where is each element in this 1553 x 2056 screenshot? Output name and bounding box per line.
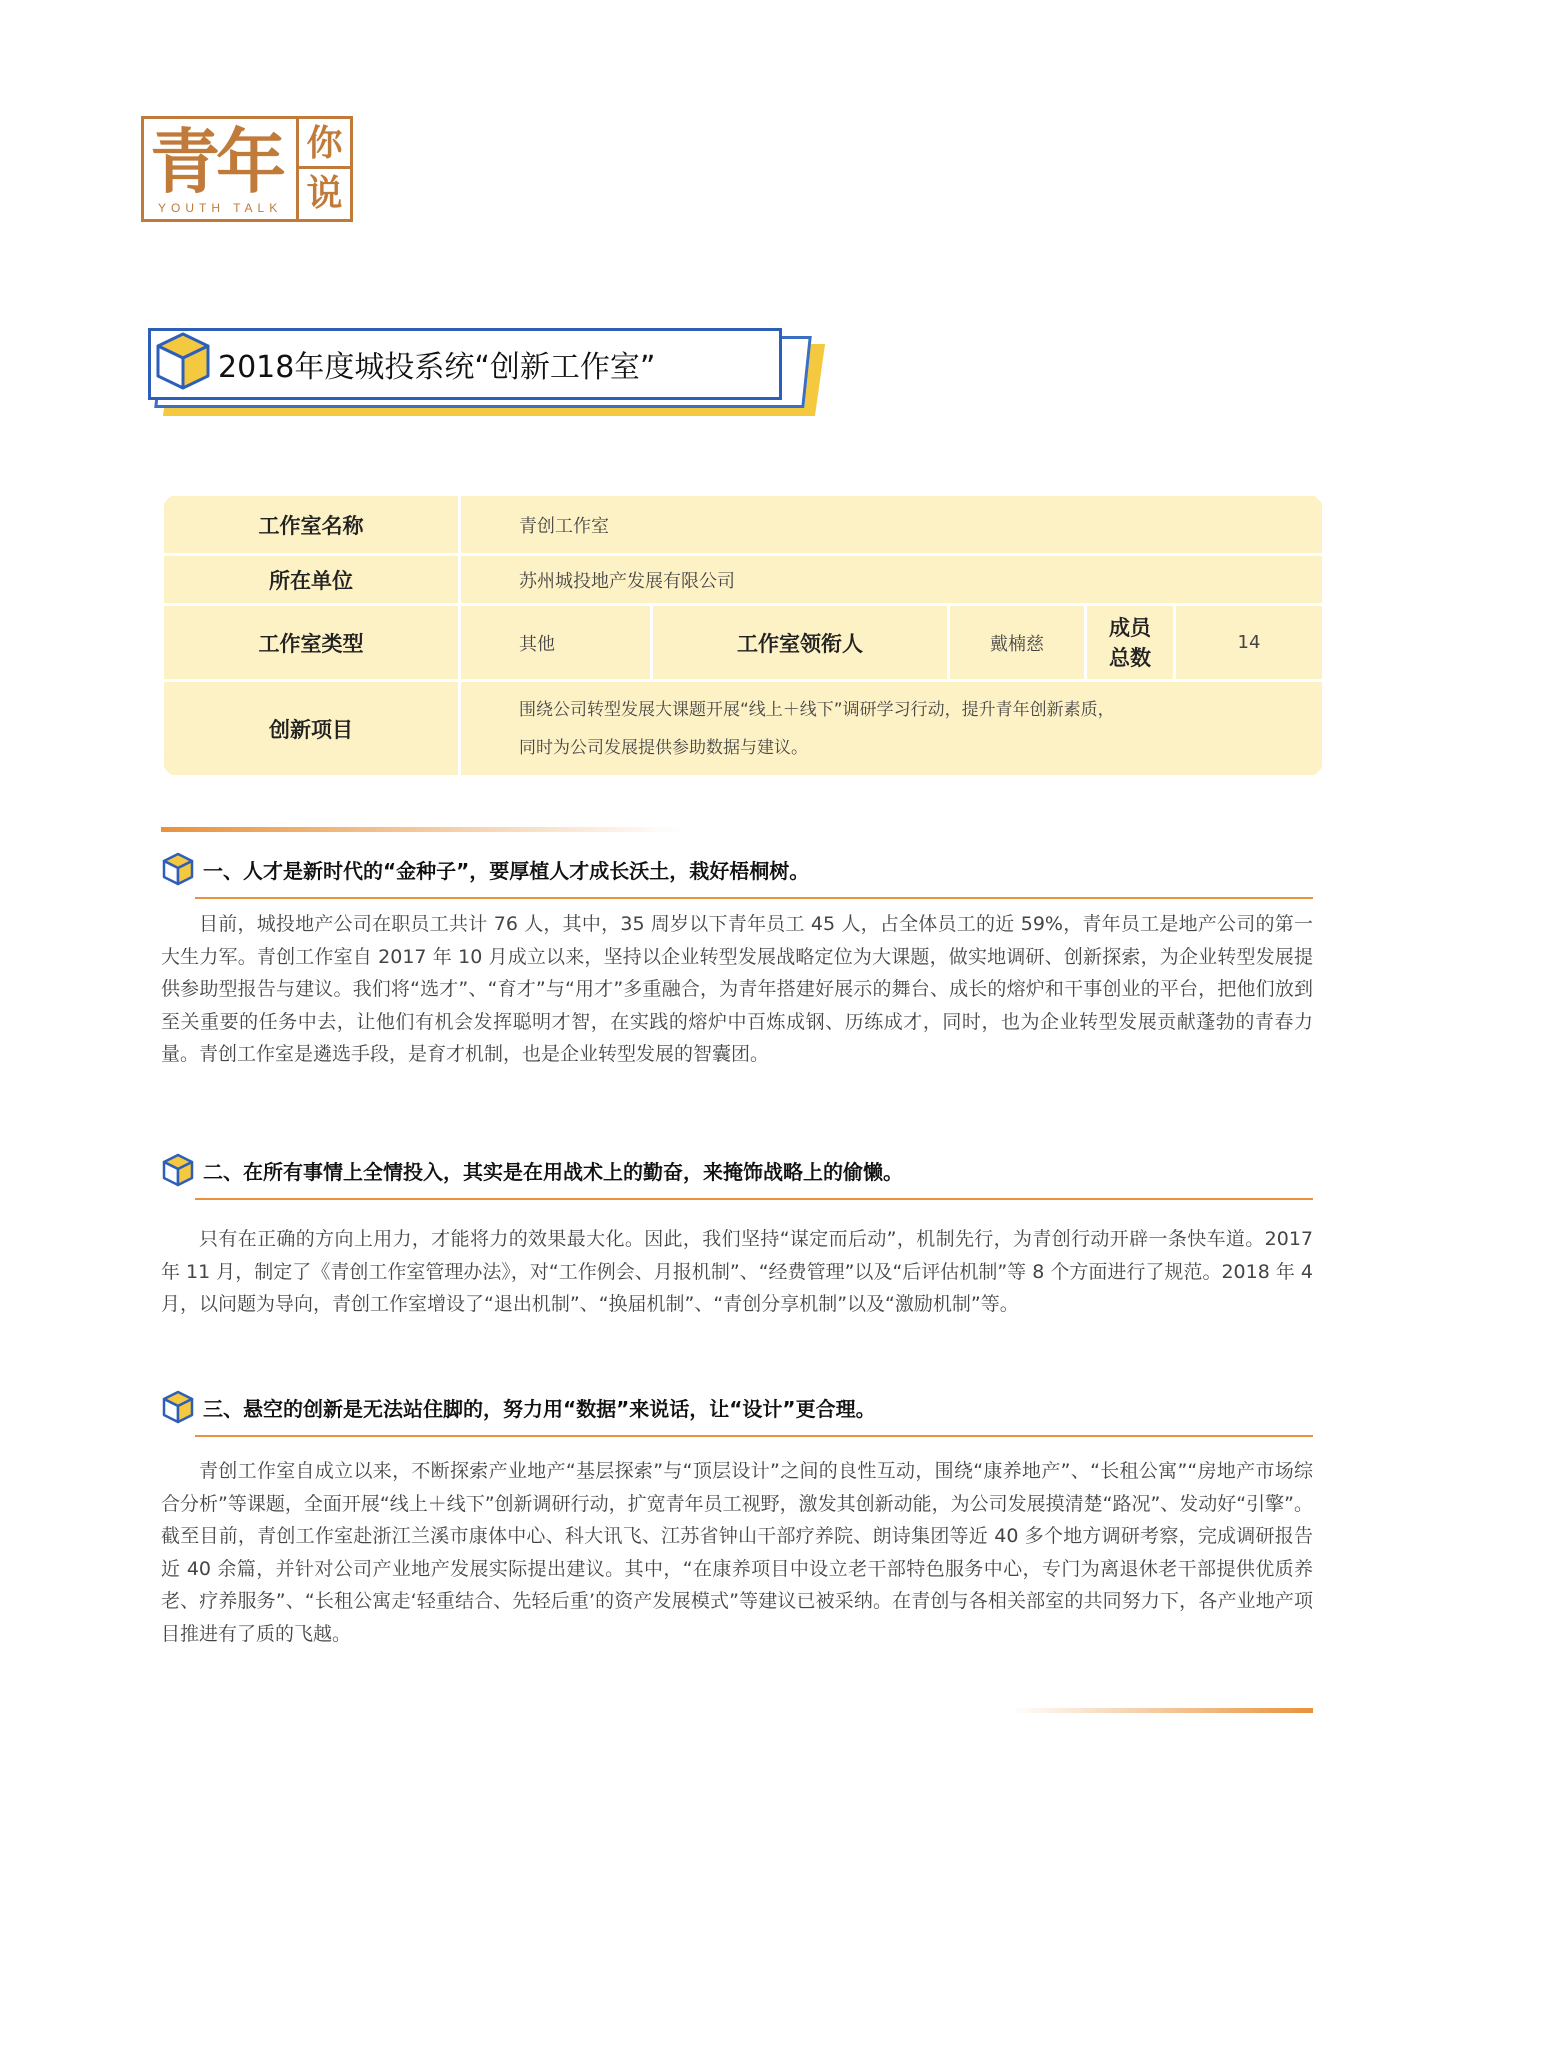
divider-rule-top (161, 827, 681, 832)
unit-value: 苏州城投地产发展有限公司 (460, 555, 1324, 605)
unit-label: 所在单位 (163, 555, 460, 605)
members-label-line1: 成员 (1109, 615, 1151, 640)
project-line-1: 围绕公司转型发展大课题开展“线上＋线下”调研学习行动，提升青年创新素质， (519, 699, 1115, 720)
section-underline (195, 1435, 1313, 1437)
logo-main-text: 青年 (150, 121, 282, 203)
section-underline (195, 1198, 1313, 1200)
section-body-1: 目前，城投地产公司在职员工共计 76 人，其中，35 周岁以下青年员工 45 人，占全体员工的近 59%，青年员工是地产公司的第一大生力军。青创工作室自 2017 年 10 月成立以来，坚持以企业转型发展战略定位为大课题，做实地调研、创新探索，为企业转型发展提供参助型报告与建议。我们将“选才”、“育才”与“用才”多重融合，为青年搭建好展示的舞台、成长的熔炉和干事创业的平台，把他们放到至关重要的任务中去，让他们有机会发挥聪明才智，在实践的熔炉中百炼成钢、历练成才，同时，也为企业转型发展贡献蓬勃的青春力量。青创工作室是遴选手段，是育才机制，也是企业转型发展的智囊团。 (161, 913, 1313, 1065)
studio-info-table (161, 493, 1325, 778)
members-label (1086, 605, 1175, 681)
section-body-3: 青创工作室自成立以来，不断探索产业地产“基层探索”与“顶层设计”之间的良性互动，围绕“康养地产”、“长租公寓”“房地产市场综合分析”等课题，全面开展“线上＋线下”创新调研行动，扩宽青年员工视野，激发其创新动能，为公司发展摸清楚“路况”、发动好“引擎”。截至目前，青创工作室赴浙江兰溪市康体中心、科大讯飞、江苏省钟山干部疗养院、朗诗集团等近 40 多个地方调研考察，完成调研报告近 40 余篇，并针对公司产业地产发展实际提出建议。其中，“在康养项目中设立老干部特色服务中心，专门为离退休老干部提供优质养老、疗养服务”、“长租公寓走‘轻重结合、先轻后重’的资产发展模式”等建议已被采纳。在青创与各相关部室的共同努力下，各产业地产项目推进有了质的飞越。 (161, 1460, 1313, 1645)
section-heading-2 (161, 1152, 1313, 1194)
section-heading-1 (161, 851, 1313, 893)
section-heading-text: 二、在所有事情上全情投入，其实是在用战术上的勤奋，来掩饰战略上的偷懒。 (203, 1160, 903, 1184)
cube-icon (161, 851, 195, 887)
members-label-line2: 总数 (1109, 645, 1151, 670)
cube-icon (161, 1152, 195, 1188)
leader-label: 工作室领衔人 (652, 605, 949, 681)
logo-side (296, 119, 350, 219)
type-label: 工作室类型 (163, 605, 460, 681)
project-line-2: 同时为公司发展提供参助数据与建议。 (519, 737, 808, 758)
divider-rule-bottom (1010, 1708, 1313, 1713)
section-body-2: 只有在正确的方向上用力，才能将力的效果最大化。因此，我们坚持“谋定而后动”，机制先行，为青创行动开辟一条快车道。2017 年 11 月，制定了《青创工作室管理办法》，对“工作例会、月报机制”、“经费管理”以及“后评估机制”等 8 个方面进行了规范。2018 年 4 月，以问题为导向，青创工作室增设了“退出机制”、“换届机制”、“青创分享机制”以及“激励机制”等。 (161, 1228, 1313, 1315)
title-banner (140, 326, 830, 426)
section-heading-text: 三、悬空的创新是无法站住脚的，努力用“数据”来说话，让“设计”更合理。 (203, 1397, 876, 1421)
section-underline (195, 897, 1313, 899)
table-row (163, 495, 1324, 555)
leader-value: 戴楠慈 (949, 605, 1086, 681)
table-row (163, 555, 1324, 605)
project-value (460, 681, 1324, 777)
section-heading-3 (161, 1389, 1313, 1431)
logo-side-bottom: 说 (306, 173, 343, 214)
cube-icon (161, 1389, 195, 1425)
table-row (163, 681, 1324, 777)
table-row (163, 605, 1324, 681)
name-label: 工作室名称 (163, 495, 460, 555)
section-heading-text: 一、人才是新时代的“金种子”，要厚植人才成长沃土，栽好梧桐树。 (203, 859, 810, 883)
logo (141, 116, 353, 222)
logo-subtitle: YOUTH TALK (158, 201, 283, 215)
project-label: 创新项目 (163, 681, 460, 777)
name-value: 青创工作室 (460, 495, 1324, 555)
type-value: 其他 (460, 605, 652, 681)
banner-title: 2018年度城投系统“创新工作室” (218, 350, 656, 385)
logo-side-top: 你 (299, 119, 350, 169)
cube-icon (154, 330, 212, 392)
members-value: 14 (1175, 605, 1324, 681)
